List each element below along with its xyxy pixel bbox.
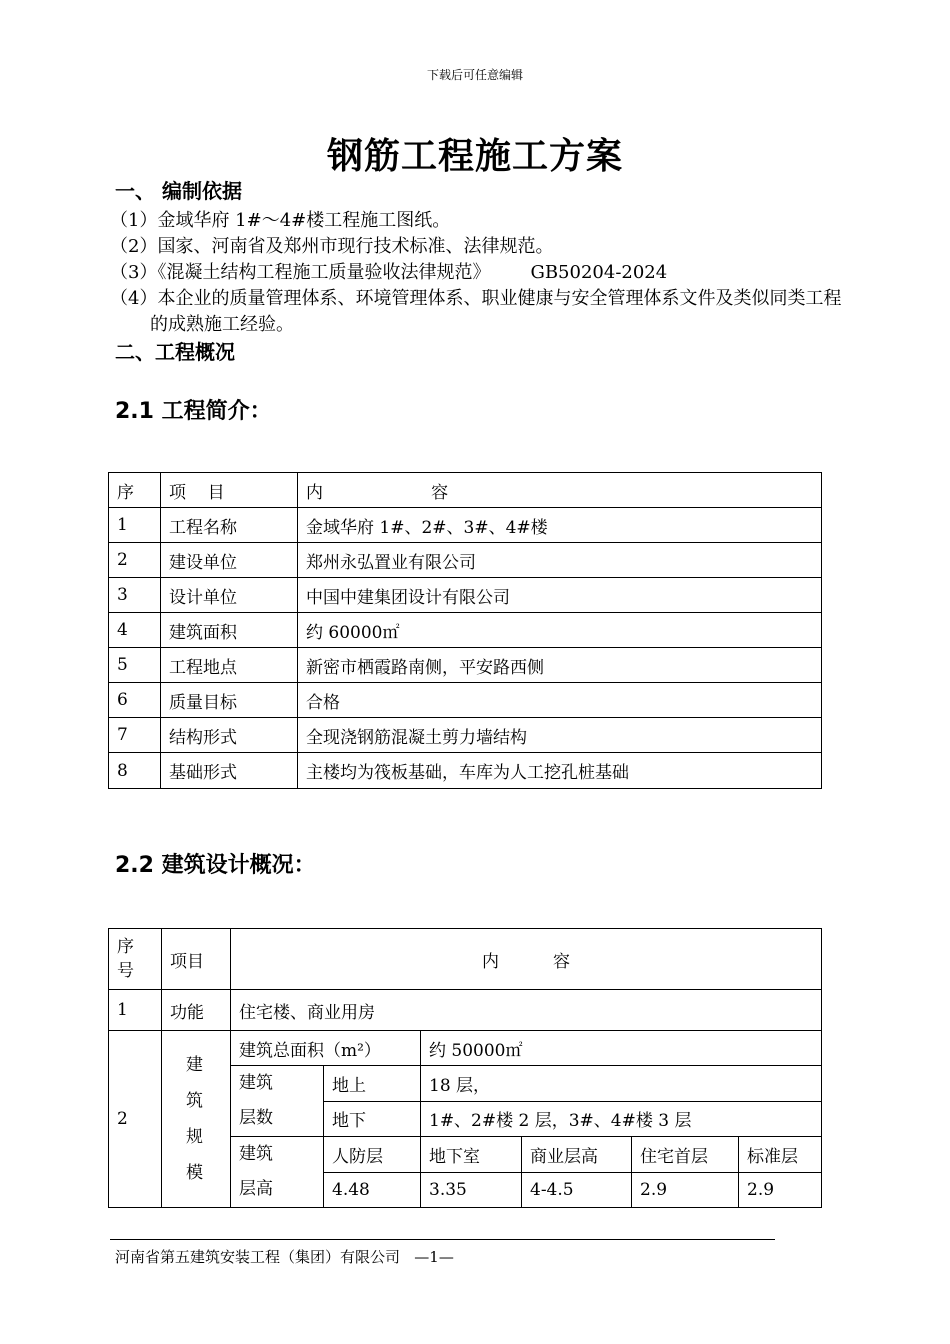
height-label: 建筑层高: [239, 1144, 273, 1199]
height-col-header: 商业层高: [522, 1137, 632, 1173]
table-row: [109, 613, 822, 648]
header-cell: 内 容: [298, 473, 822, 508]
height-value-cell: 2.9: [632, 1172, 739, 1208]
table-cell: 建筑面积: [161, 613, 298, 648]
basis-item-4: （4）本企业的质量管理体系、环境管理体系、职业健康与安全管理体系文件及类似同类工程的成熟施工经验。: [110, 288, 842, 335]
header-cell: 序: [109, 473, 161, 508]
table-cell: 6: [109, 683, 161, 718]
above-value-cell: 18 层，: [421, 1066, 822, 1102]
floors-label-cell: [231, 1066, 324, 1137]
height-col-header: 地下室: [421, 1137, 522, 1173]
table-row: [109, 578, 822, 613]
table-cell: 7: [109, 718, 161, 753]
table-cell: 8: [109, 753, 161, 789]
building-design-table: [108, 928, 822, 1208]
table-cell: 新密市栖霞路南侧，平安路西侧: [298, 648, 822, 683]
height-value-cell: 4.48: [324, 1172, 421, 1208]
table-cell: 功能: [162, 990, 231, 1031]
table-cell: 3: [109, 578, 161, 613]
table-cell: 设计单位: [161, 578, 298, 613]
height-value-cell: 4-4.5: [522, 1172, 632, 1208]
above-label-cell: 地上: [324, 1066, 421, 1102]
header-item-cell: 项目: [162, 929, 231, 990]
table-header-row: [109, 929, 822, 990]
table-cell-vertical: [162, 1031, 231, 1208]
table-cell: 建设单位: [161, 543, 298, 578]
area-value-cell: 约 50000㎡: [421, 1031, 822, 1066]
basis-list: [110, 208, 850, 338]
height-col-header: 标准层: [739, 1137, 822, 1173]
table-row: [109, 753, 822, 789]
basis-item-3: [110, 260, 850, 286]
scale-label: 建筑规模: [186, 1055, 203, 1183]
table-row: [109, 683, 822, 718]
table-cell: 工程地点: [161, 648, 298, 683]
subsection-2-2-heading: 2.2 建筑设计概况：: [115, 853, 316, 878]
height-value-cell: 2.9: [739, 1172, 822, 1208]
table-cell: 4: [109, 613, 161, 648]
table-cell: 约 60000㎡: [298, 613, 822, 648]
header-seq-text: 序号: [117, 937, 134, 981]
table-cell: 主楼均为筏板基础，车库为人工挖孔桩基础: [298, 753, 822, 789]
table-row: [109, 1031, 822, 1066]
table-row: [109, 648, 822, 683]
table-cell: 工程名称: [161, 508, 298, 543]
table-cell: 2: [109, 1031, 162, 1208]
below-value-cell: 1#、2#楼 2 层，3#、4#楼 3 层: [421, 1101, 822, 1137]
table-cell: 1: [109, 990, 162, 1031]
header-seq-cell: [109, 929, 162, 990]
area-label-cell: 建筑总面积（m²）: [231, 1031, 421, 1066]
section2-heading: 二、工程概况: [115, 340, 235, 364]
height-label-cell: [231, 1137, 324, 1208]
basis-item-1: （1）金域华府 1#～4#楼工程施工图纸。: [110, 210, 451, 231]
basis-item-2: （2）国家、河南省及郑州市现行技术标准、法律规范。: [110, 236, 554, 257]
table-cell: 5: [109, 648, 161, 683]
header-content-cell: 内 容: [231, 929, 822, 990]
section1-heading: 一、 编制依据: [115, 179, 242, 203]
table-row: [109, 990, 822, 1031]
floors-label: 建筑层数: [239, 1073, 273, 1128]
table-cell: 基础形式: [161, 753, 298, 789]
height-col-header: 人防层: [324, 1137, 421, 1173]
footer-text: 河南省第五建筑安装工程（集团）有限公司 —1—: [115, 1248, 454, 1266]
table-header-row: [109, 473, 822, 508]
table-cell: 1: [109, 508, 161, 543]
header-note: 下载后可任意编辑: [426, 68, 523, 82]
table-cell: 质量目标: [161, 683, 298, 718]
project-overview-table: [108, 472, 822, 789]
table-cell: 结构形式: [161, 718, 298, 753]
table-row: [109, 543, 822, 578]
table-cell: 全现浇钢筋混凝土剪力墙结构: [298, 718, 822, 753]
header-cell: 项 目: [161, 473, 298, 508]
table-cell: 2: [109, 543, 161, 578]
table-cell: 住宅楼、商业用房: [231, 990, 822, 1031]
height-value-cell: 3.35: [421, 1172, 522, 1208]
height-col-header: 住宅首层: [632, 1137, 739, 1173]
table-row: [109, 718, 822, 753]
table-cell: 合格: [298, 683, 822, 718]
table-cell: 郑州永弘置业有限公司: [298, 543, 822, 578]
table-row: [109, 508, 822, 543]
below-label-cell: 地下: [324, 1101, 421, 1137]
basis-item-3-text: （3）《混凝土结构工程施工质量验收法律规范》: [110, 262, 491, 283]
table-cell: 中国中建集团设计有限公司: [298, 578, 822, 613]
basis-item-3-code: GB50204-2024: [530, 262, 668, 283]
document-title: 钢筋工程施工方案: [326, 136, 623, 177]
table-cell: 金域华府 1#、2#、3#、4#楼: [298, 508, 822, 543]
footer-divider: [110, 1239, 775, 1240]
subsection-2-1-heading: 2.1 工程简介：: [115, 399, 272, 424]
